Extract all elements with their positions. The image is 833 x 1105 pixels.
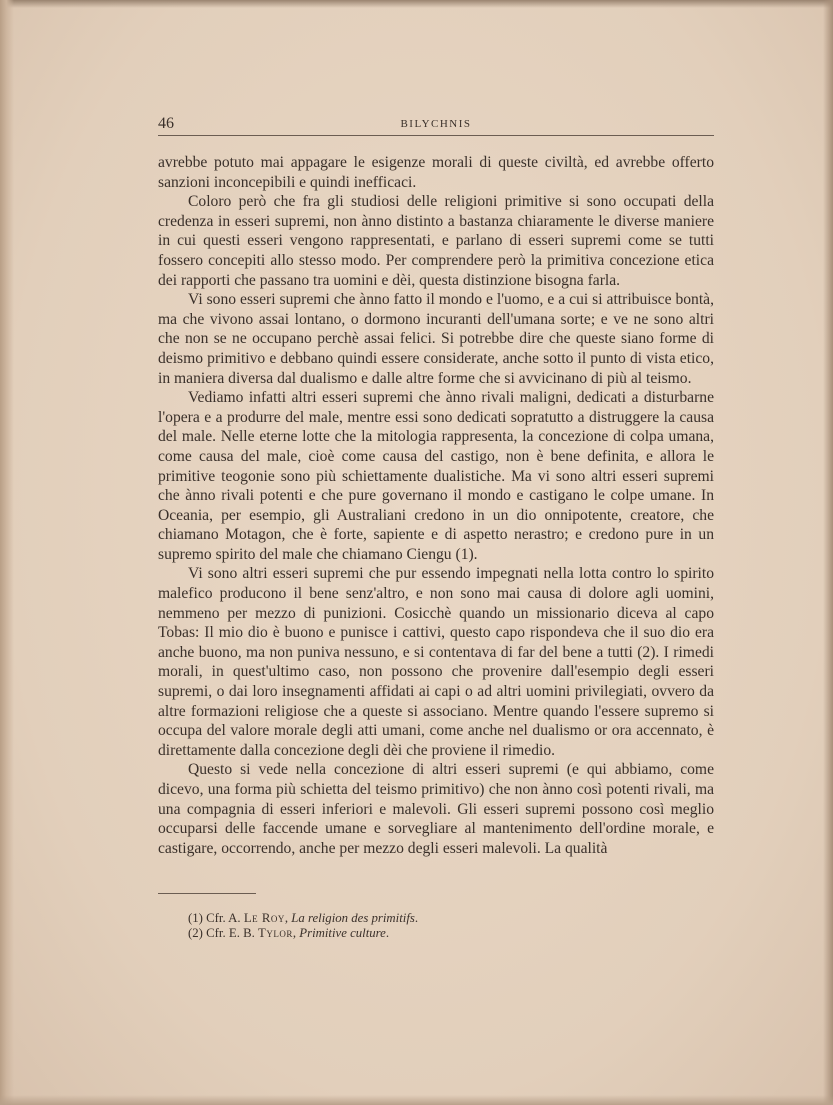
running-title: BILYCHNIS (400, 118, 472, 130)
page-edge-right (823, 0, 833, 1105)
footnote (188, 926, 708, 941)
body-text (158, 153, 714, 858)
page-header (158, 113, 714, 137)
header-rule (158, 135, 714, 136)
footnotes (188, 911, 708, 941)
paragraph: Vi sono esseri supremi che ànno fatto il mondo e l'uomo, e a cui si attribuisce bontà, ma che vivono assai lontano, o dormono incuranti dell'umana sorte; e ve ne sono altri che non se ne occupano perchè assai felici. Si potrebbe dire che queste siano forme di deismo primitivo e debbano quindi essere considerate, anche sotto il punto di vista etico, in maniera diversa dal dualismo e dalle altre forme che si avvicinano di più al teismo. (158, 291, 714, 387)
footnote-author: Le Roy (243, 911, 285, 925)
paragraph: Coloro però che fra gli studiosi delle religioni primitive si sono occupati della credenza in esseri supremi, non ànno distinto a bastanza chiaramente le diverse maniere in cui questi esseri vengono rappresentati, e parlano di esseri supremi come se tutti fossero concepiti allo stesso modo. Per comprendere però la primitiva concezione etica dei rapporti che passano tra uomini e dèi, questa distinzione bisogna farla. (158, 193, 714, 289)
footnote-separator: , (292, 926, 297, 940)
page-edge-bottom (0, 1095, 833, 1105)
page-edge-left (0, 0, 14, 1105)
footnote (188, 911, 708, 926)
footnote-marker: (2) Cfr. E. B. (188, 926, 255, 940)
footnote-separator: , (284, 911, 289, 925)
page-number: 46 (158, 115, 174, 132)
paragraph: Vediamo infatti altri esseri supremi che ànno rivali maligni, dedicati a disturbarne l'opera e a produrre del male, mentre essi sono dedicati sopratutto a distruggere la causa del male. Nelle eterne lotte che la mitologia rappresenta, la concezione di colpa umana, come causa del male, cioè come causa del castigo, non è bene definita, e allora le primitive teogonie sono più schiettamente dualistiche. Ma vi sono altri esseri supremi che ànno rivali potenti e che pure governano il mondo e castigano le colpe umane. In Oceania, per esempio, gli Australiani credono in un dio onnipotente, creatore, che chiamano Motagon, che è forte, sapiente e di aspetto nerastro; e credono pure in un supremo spirito del male che chiamano Ciengu (1). (158, 389, 714, 563)
footnote-title: Primitive culture (299, 926, 386, 940)
footnote-end: . (414, 911, 419, 925)
footnote-author: Tylor (258, 926, 293, 940)
page-edge-top (0, 0, 833, 8)
footnote-title: La religion des primitifs (291, 911, 415, 925)
paragraph: Vi sono altri esseri supremi che pur essendo impegnati nella lotta contro lo spirito malefico producono il bene senz'altro, e non sono mai causa di dolore agli uomini, nemmeno per mezzo di punizioni. Cosicchè quando un missionario diceva al capo Tobas: Il mio dio è buono e punisce i cattivi, questo capo rispondeva che il suo dio era anche buono, ma non puniva nessuno, e si contentava di far del bene a tutti (2). I rimedi morali, in quest'ultimo caso, non possono che provenire dall'esempio degli esseri supremi, o dai loro insegnamenti affidati ai capi o ad altri uomini privilegiati, ovvero da altre formazioni religiose che a queste si associano. Mentre quando l'essere supremo si occupa del valore morale degli atti umani, come anche nel dualismo or ora accennato, è direttamente dalla concezione degli dèi che proviene il rimedio. (158, 565, 714, 759)
footnote-rule (158, 893, 256, 894)
paragraph-continued: avrebbe potuto mai appagare le esigenze morali di queste civiltà, ed avrebbe offerto sanzioni inconcepibili e quindi inefficaci. (158, 154, 714, 191)
footnote-marker: (1) Cfr. A. (188, 911, 241, 925)
footnote-end: . (385, 926, 390, 940)
paragraph: Questo si vede nella concezione di altri esseri supremi (e qui abbiamo, come dicevo, una forma più schietta del teismo primitivo) che non ànno così potenti rivali, ma una compagnia di esseri inferiori e malevoli. Gli esseri supremi possono così meglio occuparsi delle faccende umane e sorvegliare al mantenimento dell'ordine morale, e castigare, occorrendo, anche per mezzo degli esseri malevoli. La qualità (158, 761, 714, 857)
